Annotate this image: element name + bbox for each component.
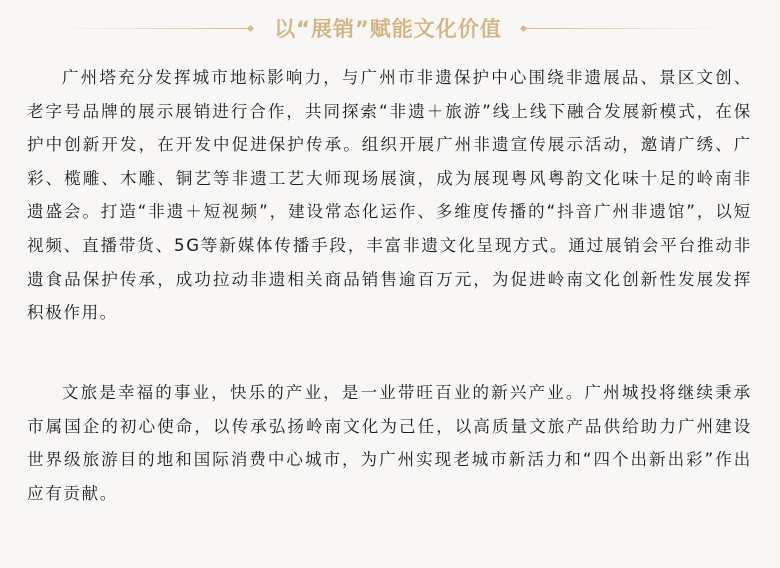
body-paragraph-2: 文旅是幸福的事业，快乐的产业，是一业带旺百业的新兴产业。广州城投将继续秉承市属国企的初心使命，以传承弘扬岭南文化为己任，以高质量文旅产品供给助力广州建设世界级旅游目的地和国际消费中心城市，为广州实现老城市新活力和“四个出新出彩”作出应有贡献。 [27,383,752,503]
section-header [0,0,780,56]
header-divider-right [525,28,725,29]
header-divider-left-cap [247,25,254,32]
header-divider-left [52,28,250,29]
body-paragraph-1: 广州塔充分发挥城市地标影响力，与广州市非遗保护中心围绕非遗展品、景区文创、老字号品牌的展示展销进行合作，共同探索“非遗＋旅游”线上线下融合发展新模式，在保护中创新开发，在开发中促进保护传承。组织开展广州非遗宣传展示活动，邀请广绣、广彩、榄雕、木雕、铜艺等非遗工艺大师现场展演，成为展现粤风粤韵文化味十足的岭南非遗盛会。打造“非遗＋短视频”，建设常态化运作、多维度传播的“抖音广州非遗馆”，以短视频、直播带货、5G等新媒体传播手段，丰富非遗文化呈现方式。通过展销会平台推动非遗食品保护传承，成功拉动非遗相关商品销售逾百万元，为促进岭南文化创新性发展发挥积极作用。 [27,68,752,323]
section-title: 以“展销”赋能文化价值 [274,17,502,41]
